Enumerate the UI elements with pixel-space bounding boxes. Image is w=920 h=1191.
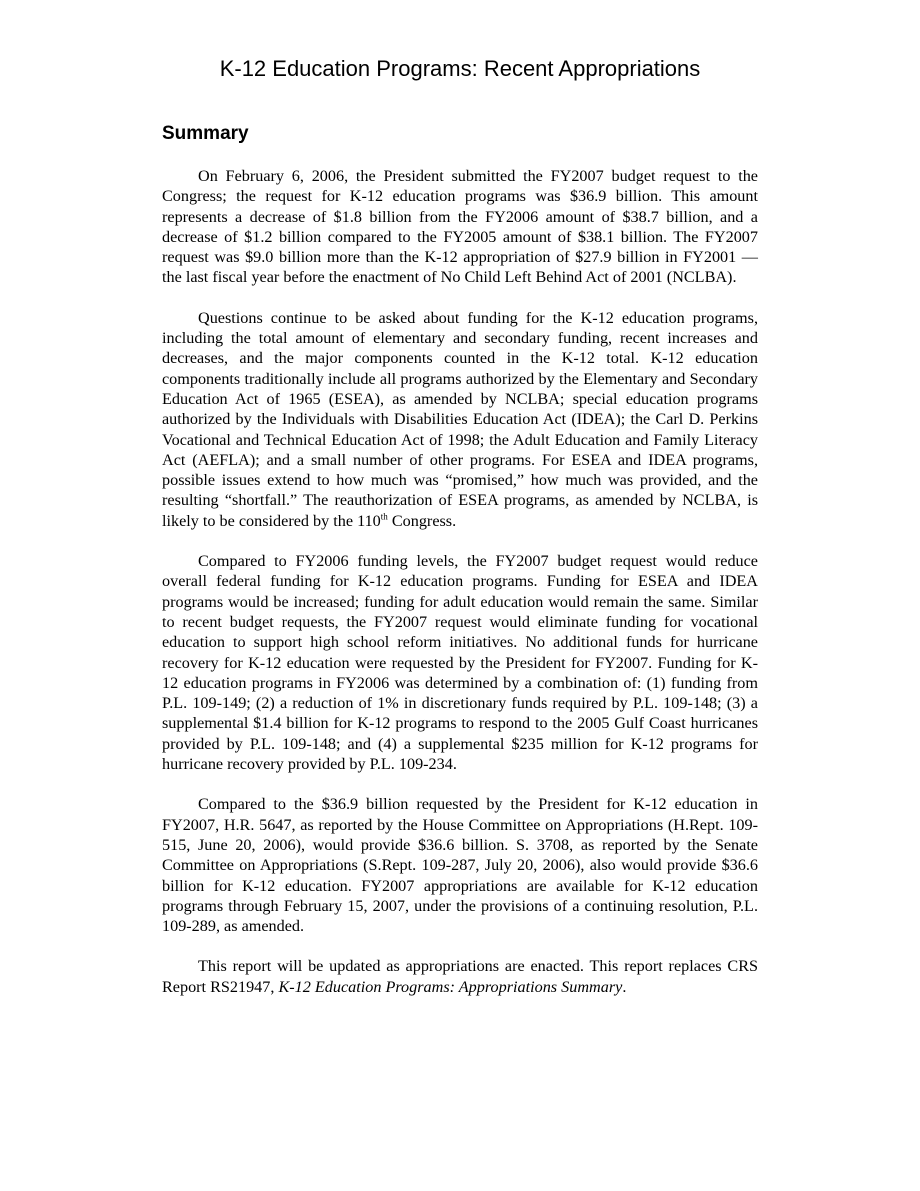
paragraph-fy2006-comparison: Compared to FY2006 funding levels, the FY2007 budget request would reduce overall federal funding for K-12 education programs. Funding for ESEA and IDEA programs would be increased; funding for adult education would remain the same. Similar to recent budget requests, the FY2007 request would eliminate funding for vocational education to support high school reform initiatives. No additional funds for hurricane recovery for K-12 education were requested by the President for FY2007. Funding for K-12 education programs in FY2006 was determined by a combination of: (1) funding from P.L. 109-149; (2) a reduction of 1% in discretionary funds required by P.L. 109-148; (3) a supplemental $1.4 billion for K-12 programs to respond to the 2005 Gulf Coast hurricanes provided by P.L. 109-148; and (4) a supplemental $235 million for K-12 programs for hurricane recovery provided by P.L. 109-234. — [162, 552, 758, 774]
summary-heading: Summary — [162, 123, 249, 144]
paragraph-house-senate: Compared to the $36.9 billion requested by the President for K-12 education in FY2007, H.R. 5647, as reported by the House Committee on Appropriations (H.Rept. 109-515, June 20, 2006), would provide $36.6 billion. S. 3708, as reported by the Senate Committee on Appropriations (S.Rept. 109-287, July 20, 2006), also would provide $36.6 billion for K-12 education. FY2007 appropriations are available for K-12 education programs through February 15, 2007, under the provisions of a continuing resolution, P.L. 109-289, as amended. — [162, 795, 758, 936]
document-title: K-12 Education Programs: Recent Appropriations — [219, 56, 701, 81]
paragraph-funding-questions — [162, 308, 758, 531]
ordinal-suffix: th — [380, 511, 388, 522]
paragraph-report-updates-text: This report will be updated as appropriations are enacted. This report replaces CRS Report RS21947, — [162, 957, 758, 996]
paragraph-report-updates — [162, 956, 758, 997]
paragraph-report-updates-end: . — [622, 977, 627, 996]
summary-body — [162, 166, 758, 1017]
paragraph-funding-questions-end: Congress. — [387, 511, 457, 530]
paragraph-funding-questions-text: Questions continue to be asked about funding for the K-12 education programs, including the total amount of elementary and secondary funding, recent increases and decreases, and the major components counted in the K-12 total. K-12 education components traditionally include all programs authorized by the Elementary and Secondary Education Act of 1965 (ESEA), as amended by NCLBA; special education programs authorized by the Individuals with Disabilities Education Act (IDEA); the Carl D. Perkins Vocational and Technical Education Act of 1998; the Adult Education and Family Literacy Act (AEFLA); and a small number of other programs. For ESEA and IDEA programs, possible issues extend to how much was “promised,” how much was provided, and the resulting “shortfall.” The reauthorization of ESEA programs, as amended by NCLBA, is likely to be considered by the 110 — [162, 308, 758, 530]
replaced-report-title: K-12 Education Programs: Appropriations Summary — [278, 977, 623, 996]
paragraph-budget-request: On February 6, 2006, the President submitted the FY2007 budget request to the Congress; the request for K-12 education programs was $36.9 billion. This amount represents a decrease of $1.8 billion from the FY2006 amount of $38.7 billion, and a decrease of $1.2 billion compared to the FY2005 amount of $38.1 billion. The FY2007 request was $9.0 billion more than the K-12 appropriation of $27.9 billion in FY2001 — the last fiscal year before the enactment of No Child Left Behind Act of 2001 (NCLBA). — [162, 167, 758, 287]
